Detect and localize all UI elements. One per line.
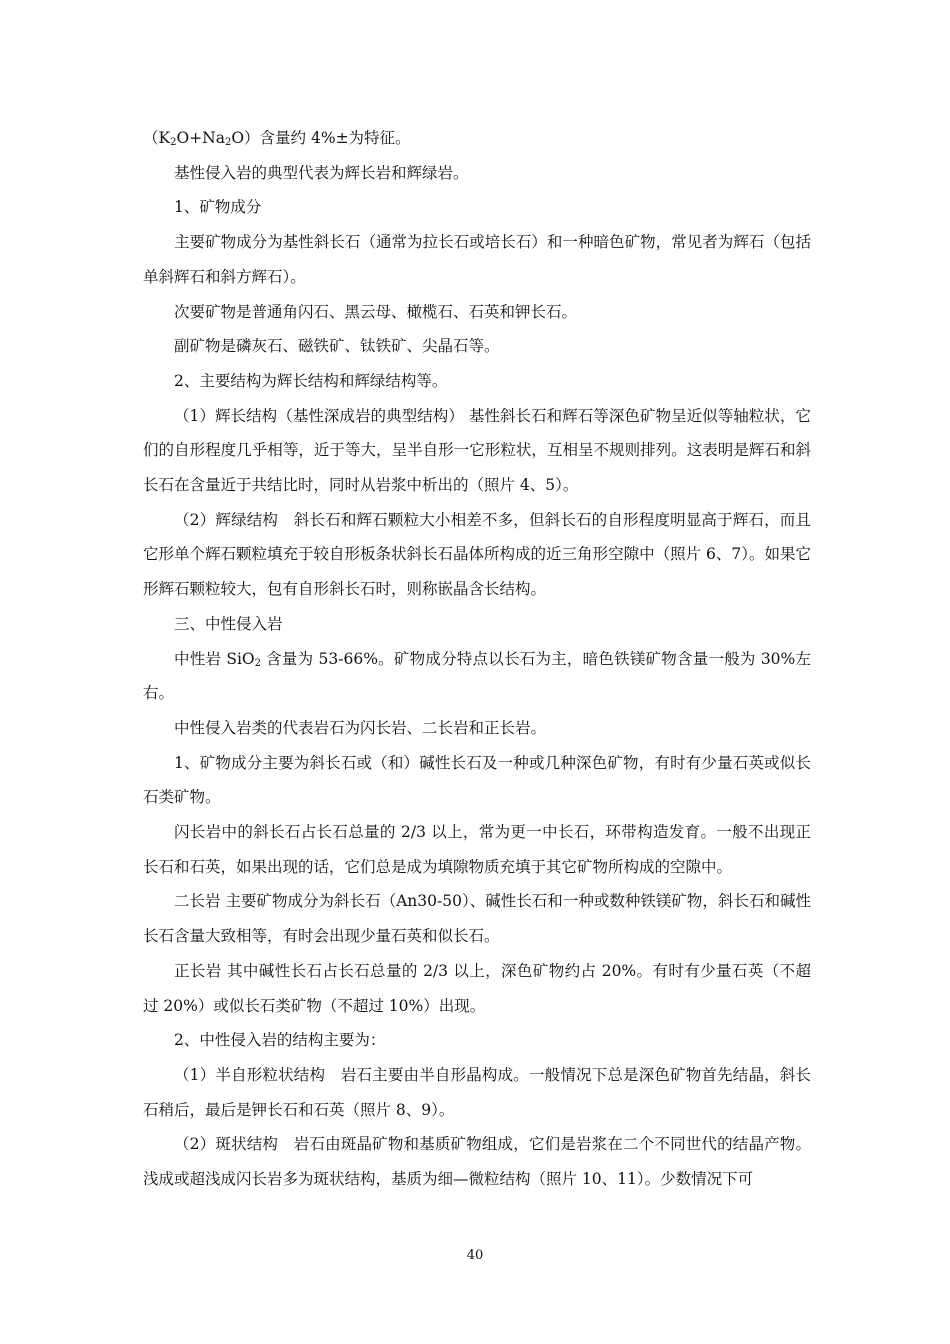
paragraph: 次要矿物是普通角闪石、黑云母、橄榄石、石英和钾长石。 xyxy=(174,302,578,321)
page-number: 40 xyxy=(466,1248,484,1263)
paragraph: 基性侵入岩的典型代表为辉长岩和辉绿岩。 xyxy=(174,163,469,182)
paragraph: （2）斑状结构 岩石由斑晶矿物和基质矿物组成，它们是岩浆在二个不同世代的结晶产物。浅成或超浅成闪长岩多为斑状结构，基质为细—微粒结构（照片 10、11）。少数情况下可 xyxy=(143,1135,811,1189)
paragraph: 中性岩 SiO$_2$ 含量为 53-66%。矿物成分特点以长石为主，暗色铁镁矿物含量一般为 30%左右。 xyxy=(143,649,811,703)
section-heading: 三、中性侵入岩 xyxy=(174,614,283,633)
subscript: 2 xyxy=(224,137,232,148)
paragraph: （1）半自形粒状结构 岩石主要由半自形晶构成。一般情况下总是深色矿物首先结晶，斜长石稍后，最后是钾长石和石英（照片 8、9）。 xyxy=(143,1065,811,1119)
paragraph: 闪长岩中的斜长石占长石总量的 2/3 以上，常为更一中长石，环带构造发育。一般不出现正长石和石英，如果出现的话，它们总是成为填隙物质充填于其它矿物所构成的空隙中。 xyxy=(143,823,811,876)
section-heading: 1、矿物成分 xyxy=(174,198,262,217)
section-heading: 2、中性侵入岩的结构主要为： xyxy=(174,1031,386,1050)
paragraph: 中性侵入岩类的代表岩石为闪长岩、二长岩和正长岩。 xyxy=(174,718,547,737)
paragraph: 正长岩 其中碱性长石占长石总量的 2/3 以上，深色矿物约占 20%。有时有少量石英（不超过 20%）或似长石类矿物（不超过 10%）出现。 xyxy=(143,961,811,1015)
paragraph: 二长岩 主要矿物成分为斜长石（An30-50）、碱性长石和一种或数种铁镁矿物，斜长石和碱性长石含量大致相等，有时会出现少量石英和似长石。 xyxy=(143,892,811,946)
paragraph-formula-end: $(K_2O+Na_2O)$含量约 4%±为特征。 xyxy=(143,129,411,148)
paragraph: 副矿物是磷灰石、磁铁矿、钛铁矿、尖晶石等。 xyxy=(174,337,500,356)
subscript: 2 xyxy=(170,137,177,148)
subscript: 2 xyxy=(254,657,262,669)
paragraph: 主要矿物成分为基性斜长石（通常为拉长石或培长石）和一种暗色矿物，常见者为辉石（包括单斜辉石和斜方辉石）。 xyxy=(143,233,811,286)
paragraph: （1）辉长结构（基性深成岩的典型结构） 基性斜长石和辉石等深色矿物呈近似等轴粒状，它们的自形程度几乎相等，近于等大，呈半自形一它形粒状，互相呈不规则排列。这表明是辉石和斜长石在含量近于共结比时，同时从岩浆中析出的（照片 4、5）。 xyxy=(143,406,811,495)
body-text xyxy=(143,121,811,1197)
paragraph: 1、矿物成分主要为斜长石或（和）碱性长石及一种或几种深色矿物，有时有少量石英或似长石类矿物。 xyxy=(143,753,811,807)
section-heading: 2、主要结构为辉长结构和辉绿结构等。 xyxy=(174,371,448,390)
paragraph: （2）辉绿结构 斜长石和辉石颗粒大小相差不多，但斜长石的自形程度明显高于辉石，而且它形单个辉石颗粒填充于较自形板条状斜长石晶体所构成的近三角形空隙中（照片 6、7）。如果它形辉石颗粒较大，包有自形斜长石时，则称嵌晶含长结构。 xyxy=(143,510,811,599)
